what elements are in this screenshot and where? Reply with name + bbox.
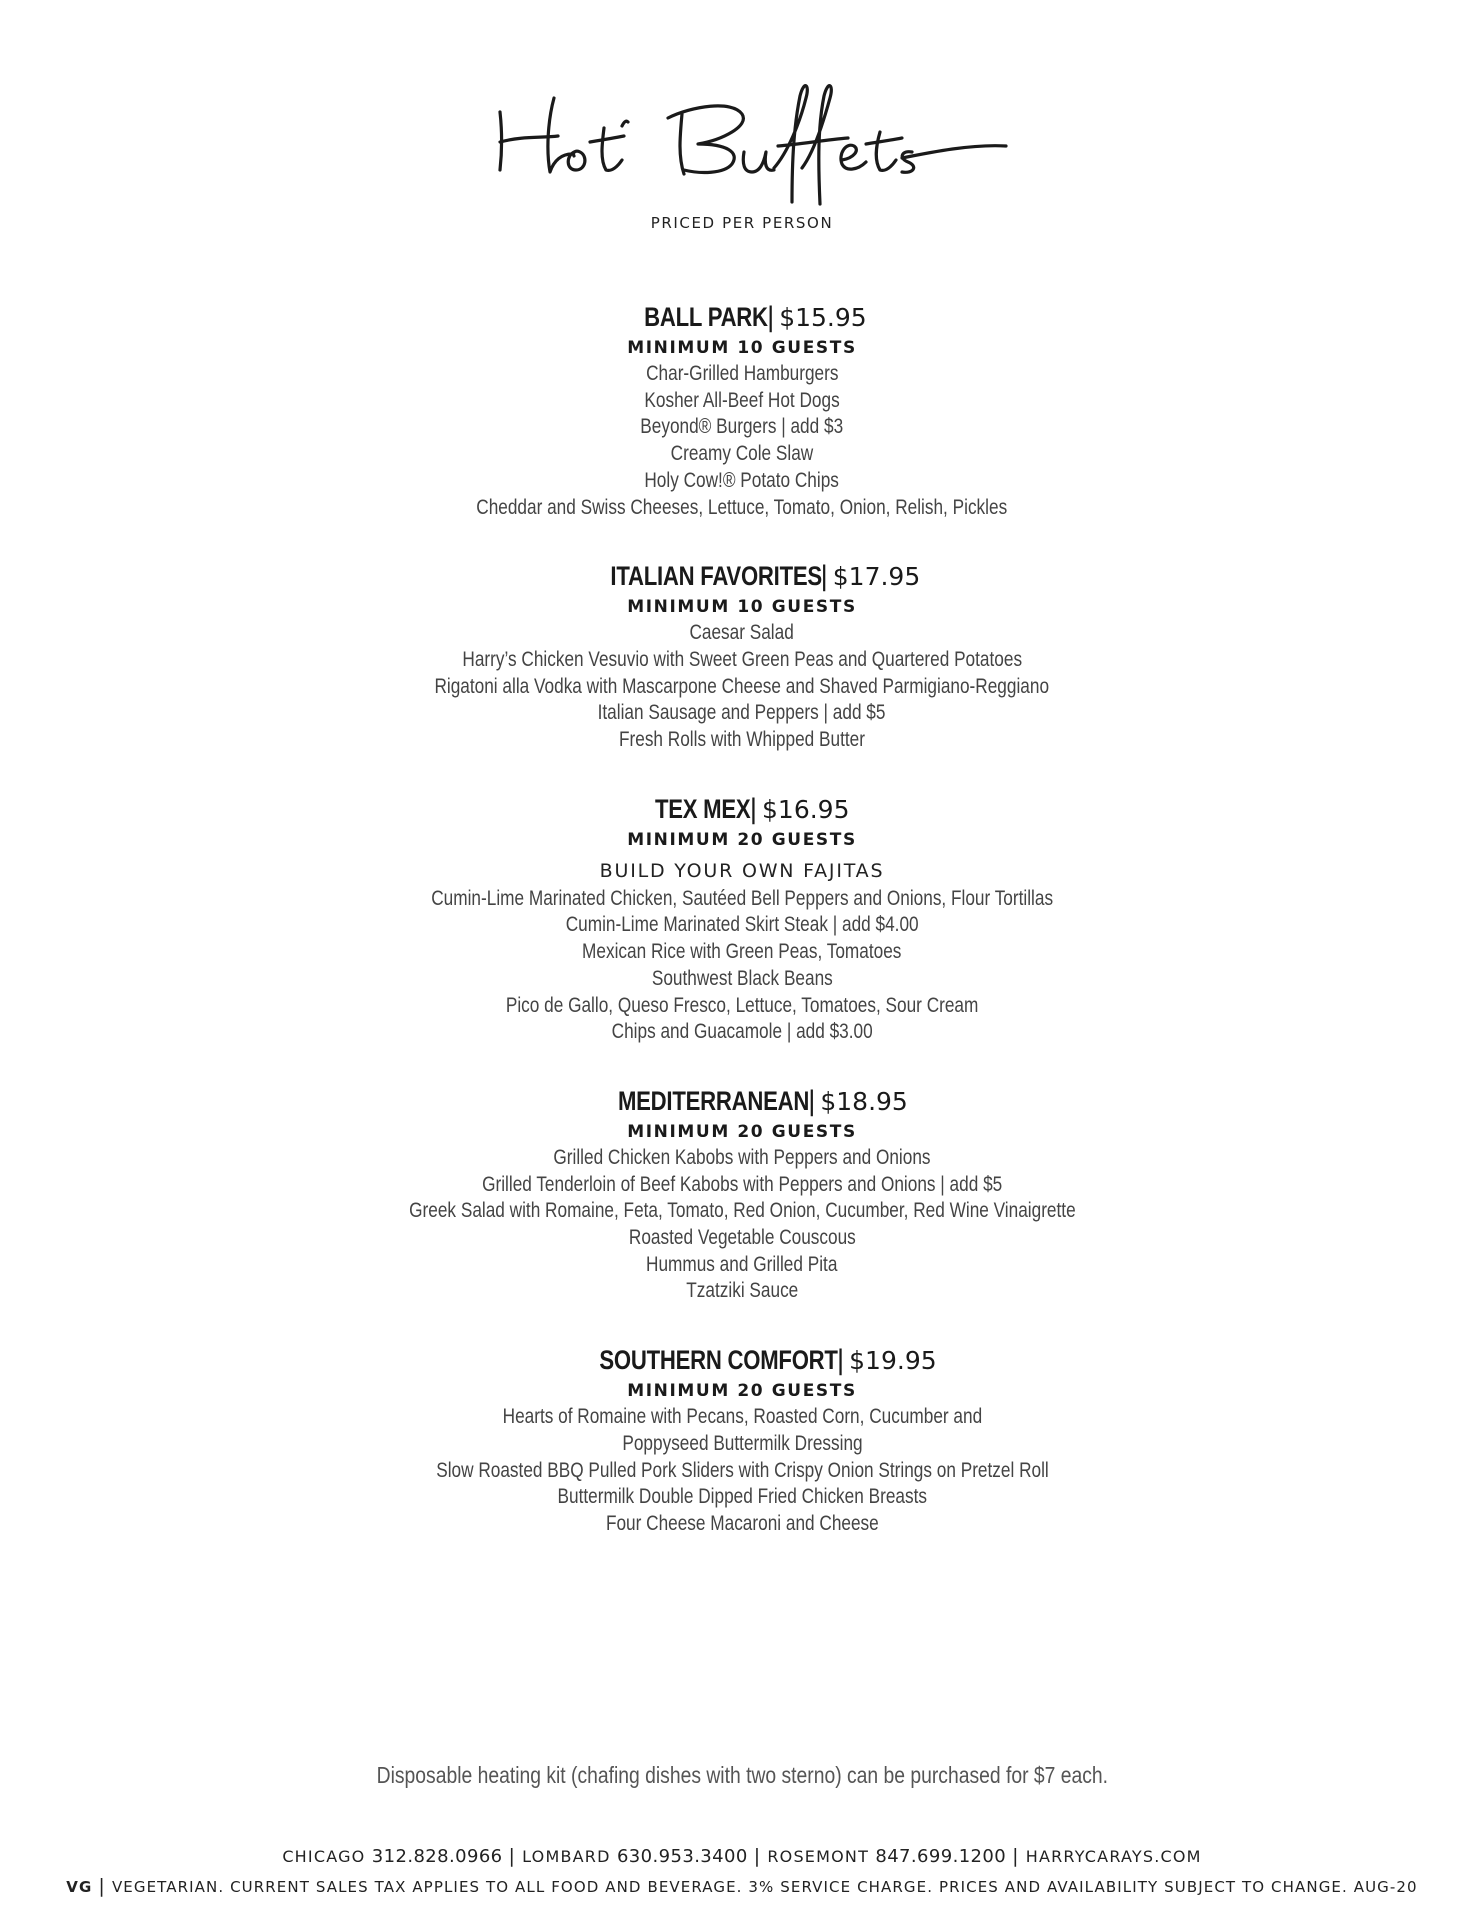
- menu-item: Char-Grilled Hamburgers: [645, 362, 839, 385]
- location-phone: 847.699.1200: [875, 1846, 1007, 1867]
- section-name: MEDITERRANEAN: [618, 1085, 810, 1116]
- heading-separator: |: [766, 302, 776, 333]
- legend-code: VG: [66, 1878, 93, 1896]
- menu-item: Mexican Rice with Green Peas, Tomatoes: [582, 940, 902, 964]
- menu-item-list: [0, 1404, 1484, 1538]
- menu-item-list: [0, 620, 1484, 754]
- buffet-section-tex-mex: [0, 792, 1484, 1046]
- menu-item-list: [0, 361, 1484, 521]
- section-minimum: MINIMUM 20 GUESTS: [627, 1121, 857, 1142]
- location-city: ROSEMONT: [767, 1847, 870, 1866]
- section-heading: [0, 1084, 1484, 1119]
- section-price: $18.95: [820, 1086, 908, 1116]
- section-price: $16.95: [762, 794, 850, 824]
- section-subheading: BUILD YOUR OWN FAJITAS: [599, 859, 885, 882]
- section-heading: [0, 792, 1484, 827]
- menu-item: Cumin-Lime Marinated Chicken, Sautéed Bell Peppers and Onions, Flour Tortillas: [431, 886, 1053, 910]
- menu-item: Poppyseed Buttermilk Dressing: [621, 1431, 863, 1455]
- menu-item: Slow Roasted BBQ Pulled Pork Sliders with Crispy Onion Strings on Pretzel Roll: [435, 1458, 1049, 1482]
- menu-item: Creamy Cole Slaw: [670, 442, 814, 466]
- heating-kit-note: Disposable heating kit (chafing dishes with two sterno) can be purchased for $7 each.: [376, 1762, 1108, 1788]
- menu-item: Buttermilk Double Dipped Fried Chicken Breasts: [557, 1485, 927, 1509]
- legend-text: VEGETARIAN. CURRENT SALES TAX APPLIES TO ALL FOOD AND BEVERAGE. 3% SERVICE CHARGE. PRICES AND AVAILABILITY SUBJECT TO CHANGE. AUG-20: [111, 1878, 1418, 1896]
- menu-item: Southwest Black Beans: [651, 966, 833, 990]
- menu-item: Holy Cow!® Potato Chips: [644, 468, 840, 492]
- menu-item: Tzatziki Sauce: [686, 1279, 798, 1303]
- section-minimum: MINIMUM 20 GUESTS: [627, 1381, 857, 1402]
- hot-buffets-script-title: [462, 40, 1022, 210]
- menu-item: Beyond® Burgers | add $3: [640, 415, 844, 439]
- section-name: ITALIAN FAVORITES: [610, 561, 822, 592]
- section-name: BALL PARK: [644, 302, 769, 332]
- section-minimum: MINIMUM 10 GUESTS: [627, 338, 857, 358]
- menu-item: Four Cheese Macaroni and Cheese: [605, 1511, 879, 1535]
- buffet-section-italian-favorites: [0, 559, 1484, 754]
- menu-item: Italian Sausage and Peppers | add $5: [598, 701, 886, 725]
- heading-separator: |: [819, 561, 829, 593]
- menu-item: Caesar Salad: [689, 621, 795, 645]
- menu-item-list: [0, 1145, 1484, 1305]
- menu-item: Rigatoni alla Vodka with Mascarpone Cheese and Shaved Parmigiano-Reggiano: [434, 674, 1050, 698]
- section-name: TEX MEX: [655, 793, 751, 824]
- page-title: [0, 40, 1484, 210]
- footer-separator: |: [508, 1845, 517, 1867]
- footer-separator: |: [753, 1845, 762, 1867]
- heading-separator: |: [748, 793, 759, 825]
- location-city: CHICAGO: [282, 1847, 366, 1866]
- buffet-section-southern-comfort: [0, 1343, 1484, 1538]
- heading-separator: |: [807, 1085, 817, 1117]
- menu-item: Roasted Vegetable Couscous: [628, 1226, 856, 1250]
- page-subtitle: PRICED PER PERSON: [650, 214, 834, 232]
- section-heading: [0, 300, 1484, 335]
- section-minimum: MINIMUM 10 GUESTS: [627, 597, 857, 618]
- menu-item-list: [0, 886, 1484, 1046]
- buffet-section-mediterranean: [0, 1084, 1484, 1305]
- section-minimum: MINIMUM 20 GUESTS: [627, 829, 857, 850]
- website-link[interactable]: HARRYCARAYS.COM: [1025, 1847, 1202, 1866]
- section-name: SOUTHERN COMFORT: [599, 1345, 839, 1376]
- section-heading: [0, 559, 1484, 594]
- menu-item: Kosher All-Beef Hot Dogs: [644, 388, 840, 412]
- menu-item: Grilled Chicken Kabobs with Peppers and Onions: [553, 1145, 931, 1169]
- heading-separator: |: [836, 1345, 846, 1377]
- footer-locations: [0, 1845, 1484, 1867]
- menu-item: Greek Salad with Romaine, Feta, Tomato, Red Onion, Cucumber, Red Wine Vinaigrette: [408, 1199, 1076, 1223]
- footer-separator: |: [98, 1875, 106, 1897]
- section-price: $19.95: [849, 1346, 937, 1376]
- menu-item: Grilled Tenderloin of Beef Kabobs with Peppers and Onions | add $5: [481, 1172, 1003, 1196]
- menu-item: Pico de Gallo, Queso Fresco, Lettuce, Tomatoes, Sour Cream: [505, 993, 979, 1017]
- menu-item: Cheddar and Swiss Cheeses, Lettuce, Tomato, Onion, Relish, Pickles: [476, 495, 1008, 519]
- menu-item: Hearts of Romaine with Pecans, Roasted Corn, Cucumber and: [502, 1405, 982, 1429]
- menu-item: Hummus and Grilled Pita: [646, 1252, 838, 1276]
- menu-item: Harry’s Chicken Vesuvio with Sweet Green Peas and Quartered Potatoes: [462, 647, 1022, 671]
- menu-item: Fresh Rolls with Whipped Butter: [619, 728, 865, 752]
- location-city: LOMBARD: [522, 1847, 611, 1866]
- footer-separator: |: [1012, 1845, 1020, 1867]
- menu-item: Chips and Guacamole | add $3.00: [611, 1020, 873, 1044]
- footer-legend: [0, 1875, 1484, 1897]
- buffet-section-ball-park: [0, 300, 1484, 521]
- section-price: $15.95: [779, 303, 867, 332]
- section-price: $17.95: [832, 562, 921, 592]
- location-phone: 312.828.0966: [371, 1846, 503, 1867]
- buffet-menu: [0, 300, 1484, 1576]
- section-heading: [0, 1343, 1484, 1378]
- location-phone: 630.953.3400: [616, 1846, 748, 1867]
- menu-item: Cumin-Lime Marinated Skirt Steak | add $4.00: [565, 913, 919, 937]
